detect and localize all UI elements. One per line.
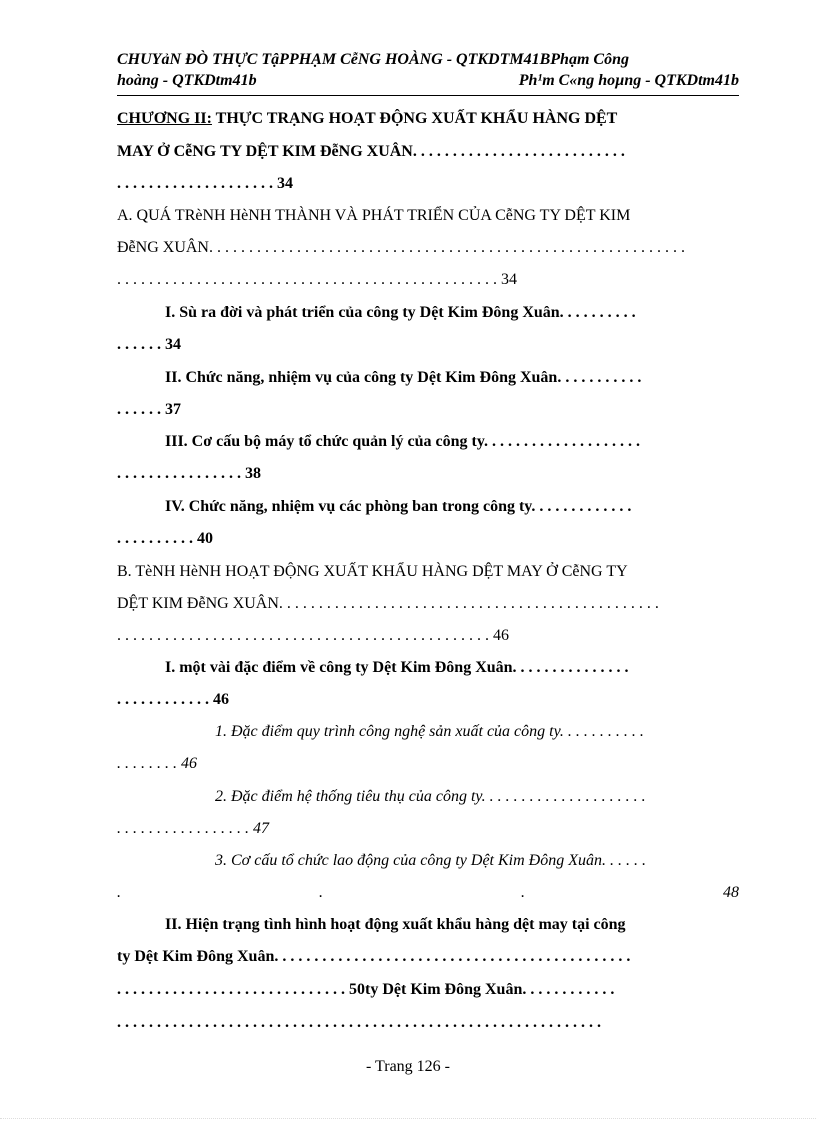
toc-item-a3-page[interactable]: . . . . . . . . . . . . . . . . 38	[117, 465, 261, 482]
toc-chapter-label: CHƯƠNG II:	[117, 110, 212, 127]
running-header-right: Ph¹m C«ng hoµng - QTKDtm41b	[518, 72, 739, 89]
toc-subitem-b1c[interactable]: 3. Cơ cấu tổ chức lao động của công ty Dệt Kim Đông Xuân. . . . . .	[215, 852, 646, 869]
header-rule	[117, 95, 739, 96]
toc-item-a4-page[interactable]: . . . . . . . . . . 40	[117, 530, 213, 547]
leader-dot: .	[117, 884, 121, 901]
toc-section-a-title[interactable]: A. QUÁ TRèNH HèNH THÀNH VÀ PHÁT TRIỂN CỦA CễNG TY DỆT KIM	[117, 207, 631, 224]
toc-item-b2[interactable]: II. Hiện trạng tình hình hoạt động xuất khẩu hàng dệt may tại công	[165, 916, 626, 933]
page-number-footer: - Trang 126 -	[365, 1058, 450, 1075]
running-header-line-2	[117, 71, 739, 91]
toc-section-a-page[interactable]: . . . . . . . . . . . . . . . . . . . . . . . . . . . . . . . . . . . . . . . . . . . . . . . . 34	[117, 271, 517, 288]
toc-section-b-title[interactable]: B. TèNH HèNH HOẠT ĐỘNG XUẤT KHẨU HÀNG DỆT MAY Ở CễNG TY	[117, 563, 628, 580]
toc-subitem-b1c-page: 48	[723, 884, 739, 901]
toc-section-a-title-cont[interactable]: ĐễNG XUÂN. . . . . . . . . . . . . . . . . . . . . . . . . . . . . . . . . . . . . . . . . . . . . . . . . . . . . . . . . . . .	[117, 239, 685, 256]
toc-subitem-b1a-page[interactable]: . . . . . . . . 46	[117, 755, 197, 772]
toc-item-a1[interactable]: I. Sù ra đời và phát triển của công ty Dệt Kim Đông Xuân. . . . . . . . . .	[165, 304, 636, 321]
toc-item-a3[interactable]: III. Cơ cấu bộ máy tổ chức quản lý của công ty. . . . . . . . . . . . . . . . . . . .	[165, 433, 640, 450]
page-edge-rule	[0, 1118, 816, 1119]
toc-subitem-b1a[interactable]: 1. Đặc điểm quy trình công nghệ sản xuất của công ty. . . . . . . . . . .	[215, 723, 644, 740]
toc-section-b-page[interactable]: . . . . . . . . . . . . . . . . . . . . . . . . . . . . . . . . . . . . . . . . . . . . . . . 46	[117, 627, 509, 644]
toc-item-a4[interactable]: IV. Chức năng, nhiệm vụ các phòng ban trong công ty. . . . . . . . . . . . .	[165, 498, 632, 515]
toc-item-a2-page[interactable]: . . . . . . 37	[117, 401, 181, 418]
toc-chapter-title-text: THỰC TRẠNG HOẠT ĐỘNG XUẤT KHẨU HÀNG DỆT	[211, 110, 618, 127]
toc-chapter-title-cont[interactable]: MAY Ở CễNG TY DỆT KIM ĐễNG XUÂN. . . . . . . . . . . . . . . . . . . . . . . . . . .	[117, 143, 625, 160]
toc-item-b2-cont[interactable]: ty Dệt Kim Đông Xuân. . . . . . . . . . . . . . . . . . . . . . . . . . . . . . . . . . . . . . . . . . . . .	[117, 948, 631, 965]
leader-dot: .	[521, 884, 525, 901]
running-header-left: hoàng - QTKDtm41b	[117, 72, 257, 89]
toc-item-b2-tail: . . . . . . . . . . . . . . . . . . . . . . . . . . . . . . . . . . . . . . . . . . . . . . . . . . . . . . . . . . . . .	[117, 1014, 601, 1031]
toc-chapter-title[interactable]	[117, 109, 739, 129]
toc-section-b-title-cont[interactable]: DỆT KIM ĐễNG XUÂN. . . . . . . . . . . . . . . . . . . . . . . . . . . . . . . . . . . . . . . . . . . . . . . .	[117, 595, 659, 612]
toc-item-b1[interactable]: I. một vài đặc điểm về công ty Dệt Kim Đông Xuân. . . . . . . . . . . . . . .	[165, 659, 629, 676]
toc-item-b2-page[interactable]: . . . . . . . . . . . . . . . . . . . . . . . . . . . . . 50ty Dệt Kim Đông Xuân. . . . . . . . . . . .	[117, 981, 615, 998]
toc-item-a1-page[interactable]: . . . . . . 34	[117, 336, 181, 353]
toc-item-b1-page[interactable]: . . . . . . . . . . . . 46	[117, 691, 229, 708]
toc-chapter-page[interactable]: . . . . . . . . . . . . . . . . . . . . 34	[117, 175, 293, 192]
leader-dot: .	[319, 884, 323, 901]
toc-item-a2[interactable]: II. Chức năng, nhiệm vụ của công ty Dệt Kim Đông Xuân. . . . . . . . . . .	[165, 369, 642, 386]
toc-subitem-b1b-page[interactable]: . . . . . . . . . . . . . . . . . 47	[117, 820, 269, 837]
toc-subitem-b1c-page-row[interactable]	[117, 883, 739, 903]
running-header-line-1: CHUYảN ĐÒ THỰC TậPPHẠM CễNG HOÀNG - QTKDTM41BPhạm Công	[117, 51, 629, 68]
toc-subitem-b1b[interactable]: 2. Đặc điểm hệ thống tiêu thụ của công ty. . . . . . . . . . . . . . . . . . . . .	[215, 788, 646, 805]
